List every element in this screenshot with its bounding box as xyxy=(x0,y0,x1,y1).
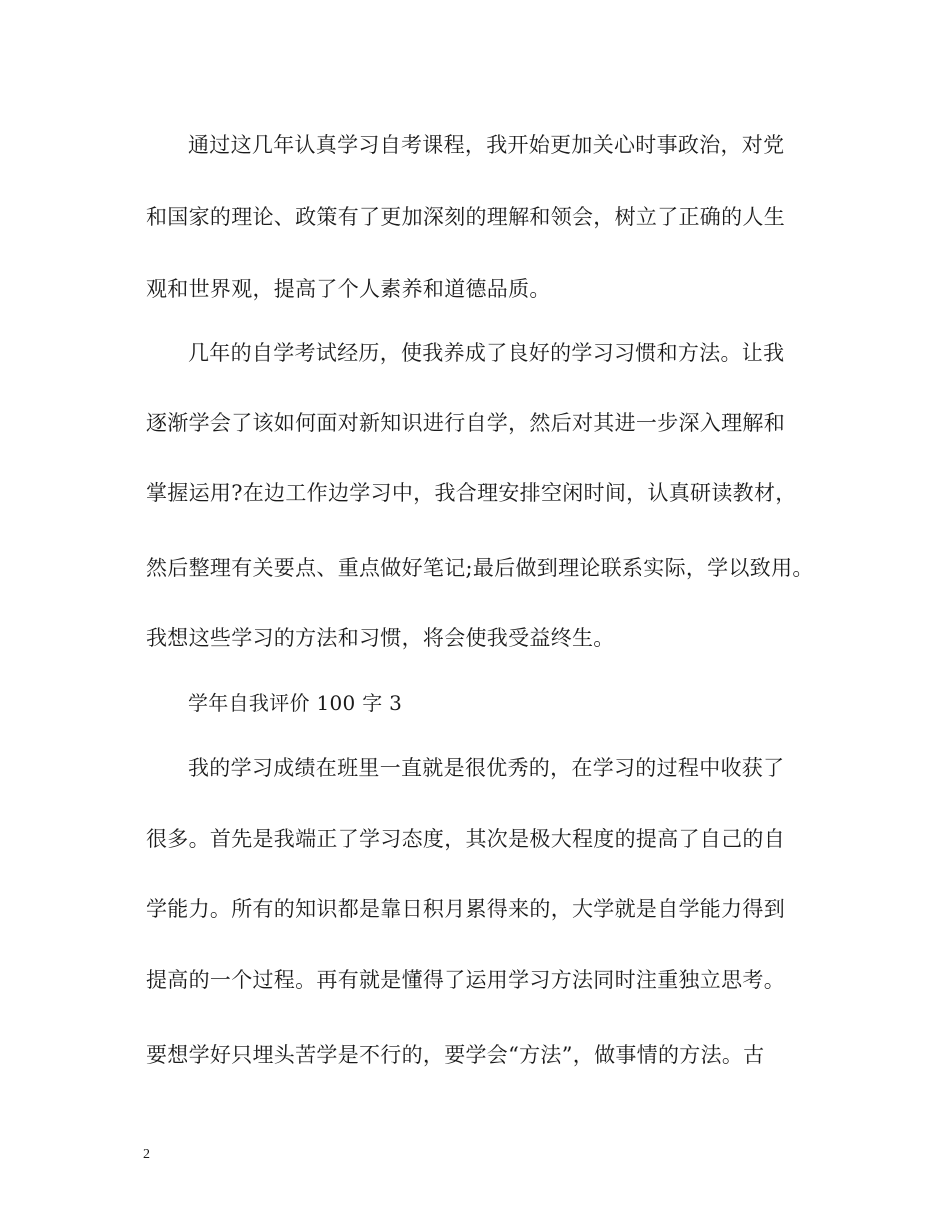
paragraph-1-line-1: 通过这几年认真学习自考课程，我开始更加关心时事政治，对党 xyxy=(188,133,785,157)
paragraph-1-line-3: 观和世界观，提高了个人素养和道德品质。 xyxy=(146,277,551,301)
paragraph-3-line-3: 学能力。所有的知识都是靠日积月累得来的，大学就是自学能力得到 xyxy=(146,897,785,921)
paragraph-2-line-4: 然后整理有关要点、重点做好笔记;最后做到理论联系实际，学以致用。 xyxy=(146,556,814,580)
paragraph-3-line-2: 很多。首先是我端正了学习态度，其次是极大程度的提高了自己的自 xyxy=(146,827,785,851)
paragraph-3-line-4: 提高的一个过程。再有就是懂得了运用学习方法同时注重独立思考。 xyxy=(146,968,785,992)
paragraph-3-line-5: 要想学好只埋头苦学是不行的，要学会“方法”，做事情的方法。古 xyxy=(146,1043,765,1067)
paragraph-2-line-5: 我想这些学习的方法和习惯，将会使我受益终生。 xyxy=(146,626,615,650)
section-heading: 学年自我评价 100 字 3 xyxy=(188,691,403,715)
paragraph-2-line-3: 掌握运用?在边工作边学习中，我合理安排空闲时间，认真研读教材， xyxy=(146,481,797,505)
paragraph-1-line-2: 和国家的理论、政策有了更加深刻的理解和领会，树立了正确的人生 xyxy=(146,205,785,229)
paragraph-2-line-1: 几年的自学考试经历，使我养成了良好的学习习惯和方法。让我 xyxy=(188,341,785,365)
page-number: 2 xyxy=(143,1147,150,1162)
paragraph-2-line-2: 逐渐学会了该如何面对新知识进行自学，然后对其进一步深入理解和 xyxy=(146,411,785,435)
paragraph-3-line-1: 我的学习成绩在班里一直就是很优秀的，在学习的过程中收获了 xyxy=(188,756,785,780)
